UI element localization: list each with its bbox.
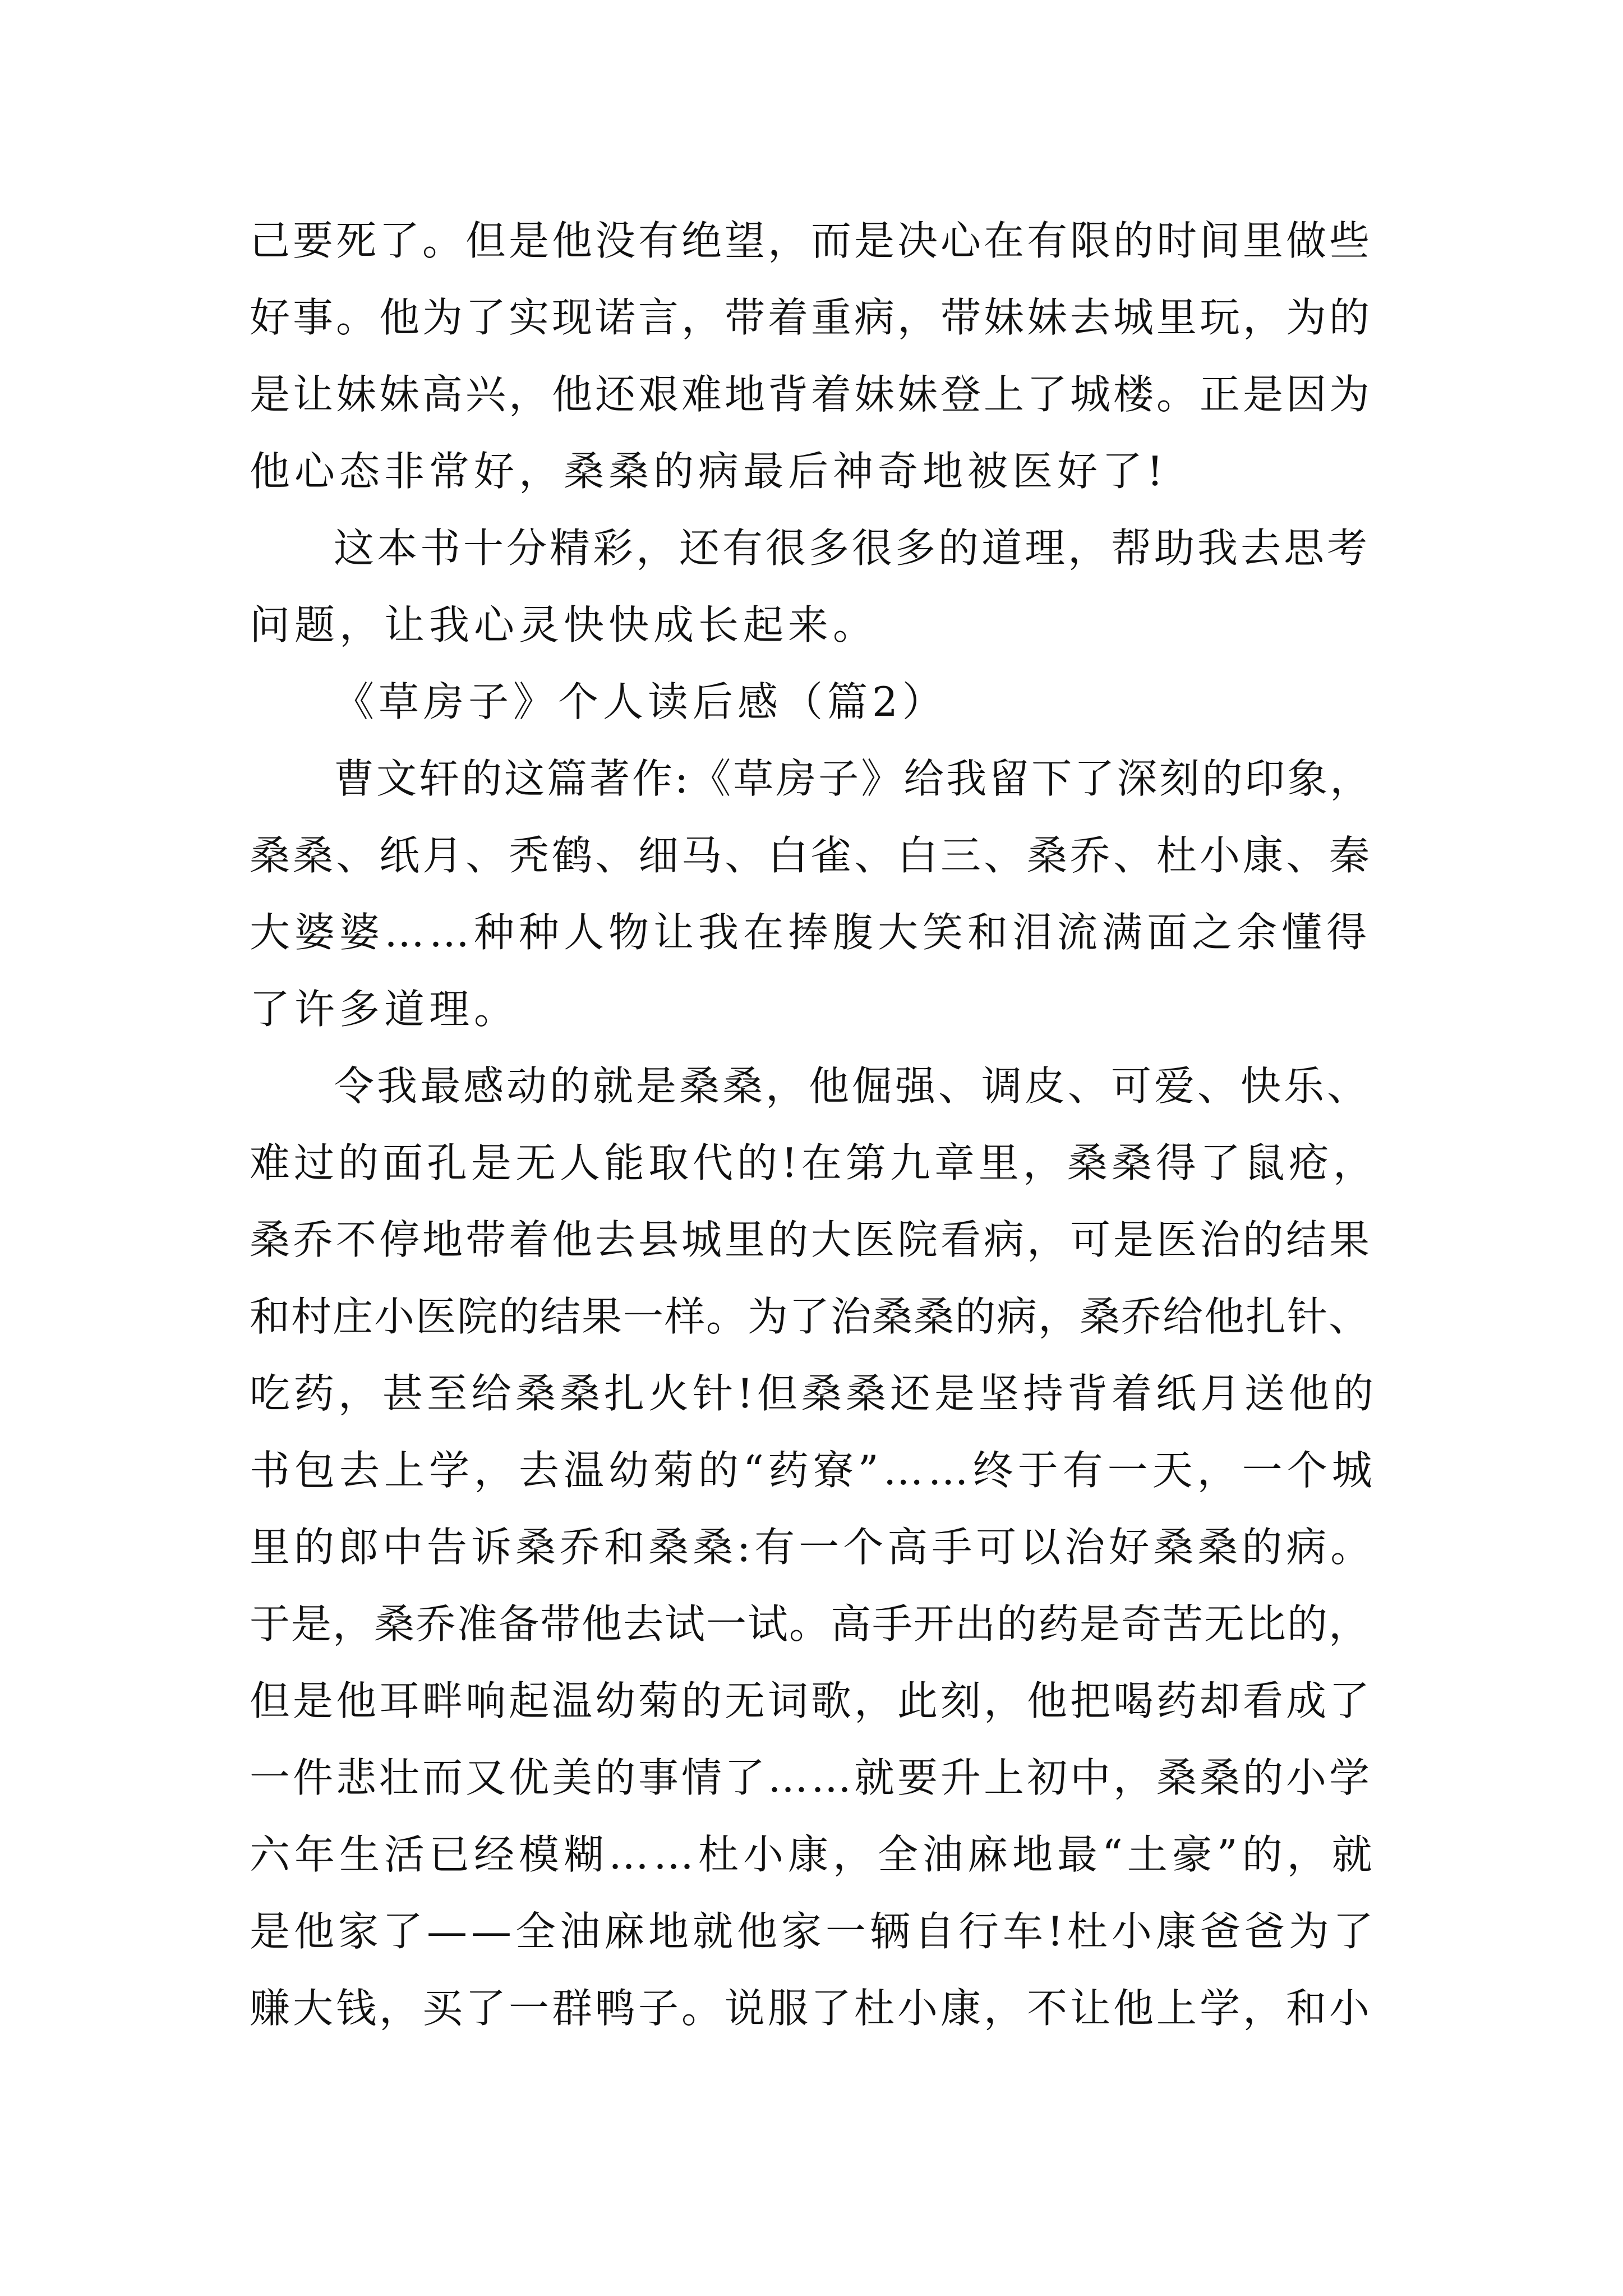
paragraph-first-line: 令我最感动的就是桑桑，他倔强、调皮、可爱、快乐、 [334, 1062, 1371, 1110]
text-line: 吃药，甚至给桑桑扎火针!但桑桑还是坚持背着纸月送他的 [250, 1370, 1377, 1417]
text-line: 难过的面孔是无人能取代的!在第九章里，桑桑得了鼠疮， [250, 1139, 1377, 1186]
text-line: 好事。他为了实现诺言，带着重病，带妹妹去城里玩，为的 [250, 294, 1373, 341]
text-line: 己要死了。但是他没有绝望，而是决心在有限的时间里做些 [250, 217, 1373, 264]
text-line: 桑乔不停地带着他去县城里的大医院看病，可是医治的结果 [250, 1216, 1373, 1263]
text-line: 桑桑、纸月、秃鹤、细马、白雀、白三、桑乔、杜小康、秦 [250, 832, 1373, 879]
text-line: 和村庄小医院的结果一样。为了治桑桑的病，桑乔给他扎针、 [250, 1293, 1371, 1340]
paragraph-first-line: 这本书十分精彩，还有很多很多的道理，帮助我去思考 [334, 524, 1371, 572]
text-line: 六年生活已经模糊……杜小康，全油麻地最“土豪”的，就 [250, 1831, 1377, 1878]
section-heading: 《草房子》个人读后感（篇2） [334, 678, 947, 725]
text-line: 他心态非常好，桑桑的病最后神奇地被医好了! [250, 448, 1168, 495]
text-line: 里的郎中告诉桑乔和桑桑:有一个高手可以治好桑桑的病。 [250, 1524, 1375, 1571]
text-line: 赚大钱，买了一群鸭子。说服了杜小康，不让他上学，和小 [250, 1985, 1373, 2032]
text-line: 书包去上学，去温幼菊的“药寮”……终于有一天，一个城 [250, 1447, 1377, 1494]
text-line: 了许多道理。 [250, 986, 519, 1033]
text-line: 但是他耳畔响起温幼菊的无词歌，此刻，他把喝药却看成了 [250, 1677, 1373, 1724]
text-line: 问题，让我心灵快快成长起来。 [250, 601, 878, 648]
text-line: 一件悲壮而又优美的事情了……就要升上初中，桑桑的小学 [250, 1754, 1373, 1801]
text-line: 大婆婆……种种人物让我在捧腹大笑和泪流满面之余懂得 [250, 909, 1372, 956]
text-line: 于是，桑乔准备带他去试一试。高手开出的药是奇苦无比的， [250, 1600, 1371, 1648]
text-line: 是让妹妹高兴，他还艰难地背着妹妹登上了城楼。正是因为 [250, 371, 1373, 418]
paragraph-first-line: 曹文轩的这篇著作:《草房子》给我留下了深刻的印象， [334, 755, 1373, 802]
text-line: 是他家了——全油麻地就他家一辆自行车!杜小康爸爸为了 [250, 1908, 1377, 1955]
